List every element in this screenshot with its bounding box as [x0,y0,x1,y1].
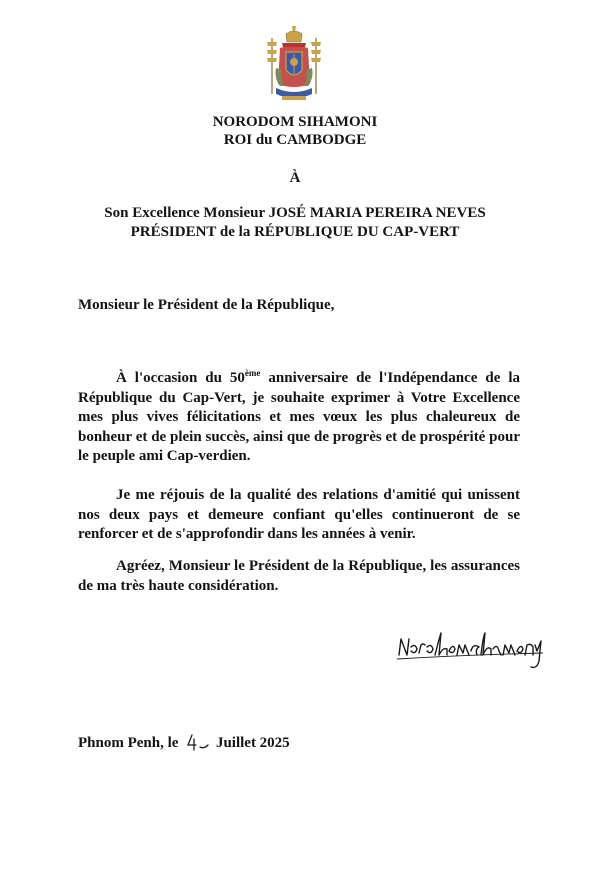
recipient-name: Son Excellence Monsieur JOSÉ MARIA PEREIRA NEVES [104,205,486,221]
paragraph-3-text: Agréez, Monsieur le Président de la République, les assurances de ma très haute considération. [78,558,520,594]
paragraph-1-rest: anniversaire de l'Indépendance de la République du Cap-Vert, je souhaite exprimer à Votre Excellence mes plus vives félicitations et mes vœux les plus chaleureux de bonheur et de plein succès, ainsi que de progrès et de prospérité pour le peuple ami Cap-verdien. [78,370,520,464]
paragraph-2-text: Je me réjouis de la qualité des relations d'amitié qui unissent nos deux pays et demeure confiant qu'elles continueront de se renforcer et de s'approfondir dans les années à venir. [78,487,520,542]
paragraph-congratulations [78,369,520,467]
paragraph-friendship [78,486,520,545]
addressee-marker: À [289,170,301,186]
date-line [78,733,290,752]
ordinal-suffix: ème [244,368,261,378]
royal-coat-of-arms-icon [262,24,326,106]
dateline-month-year: Juillet 2025 [215,735,290,751]
paragraph-1-start: À l'occasion du 50 [116,370,245,386]
handwritten-day-icon [182,733,212,751]
dateline-place: Phnom Penh, le [78,735,179,751]
recipient-title: PRÉSIDENT de la RÉPUBLIQUE DU CAP-VERT [130,224,460,240]
sender-name: NORODOM SIHAMONI [212,114,378,130]
handwritten-signature-icon [395,625,547,673]
salutation: Monsieur le Président de la République, [78,297,335,313]
paragraph-closing [78,557,520,596]
sender-title: ROI du CAMBODGE [223,132,367,148]
